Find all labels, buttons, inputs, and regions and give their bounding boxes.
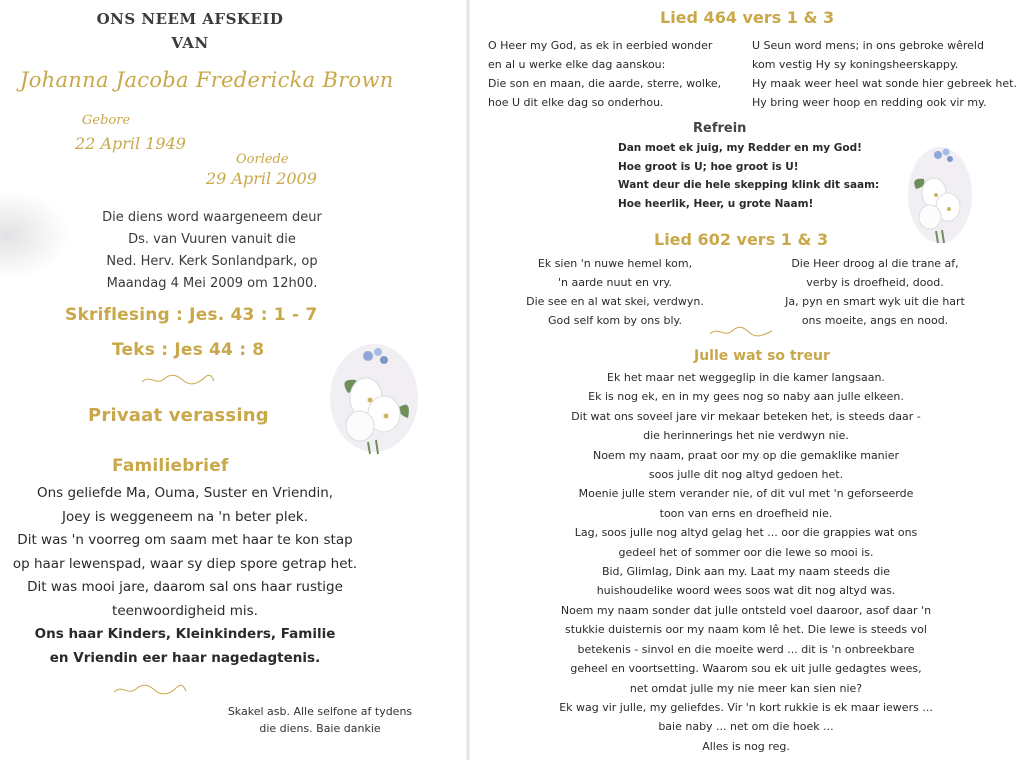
refrein-line: Hoe groot is U; hoe groot is U! bbox=[618, 160, 799, 173]
poem-line: Moenie julle stem verander nie, of dit vul met 'n geforseerde bbox=[578, 487, 914, 501]
white-lily-bouquet-icon bbox=[328, 338, 420, 460]
letter-line: Dit was mooi jare, daarom sal ons haar rustige bbox=[27, 579, 343, 595]
poem-line: Ek het maar net weggeglip in die kamer langsaan. bbox=[607, 371, 885, 384]
lied-464-verse-1 bbox=[488, 36, 748, 112]
poem-line: die herinnerings het nie verdwyn nie. bbox=[643, 429, 849, 443]
deceased-name: Johanna Jacoba Fredericka Brown bbox=[20, 68, 394, 92]
poem-line: Alles is nog reg. bbox=[702, 739, 790, 753]
phone-note bbox=[215, 703, 425, 737]
service-line: Ds. van Vuuren vanuit die bbox=[128, 232, 296, 247]
flourish-icon bbox=[708, 326, 774, 341]
white-lily-bouquet-icon bbox=[906, 143, 974, 249]
lied-602-verse-3 bbox=[780, 254, 970, 330]
verse-line: U Seun word mens; in ons gebroke wêreld bbox=[752, 39, 984, 52]
service-line: Maandag 4 Mei 2009 om 12h00. bbox=[106, 276, 318, 291]
refrein-text bbox=[618, 139, 918, 213]
poem-line: geheel en voortsetting. Waarom sou ek uit julle gedagtes wees, bbox=[570, 662, 922, 676]
verse-line: O Heer my God, as ek in eerbied wonder bbox=[488, 39, 713, 52]
died-date: 29 April 2009 bbox=[206, 169, 317, 188]
poem-line: Ek wag vir julle, my geliefdes. Vir 'n kort rukkie is ek maar iewers ... bbox=[559, 700, 933, 714]
note-line: Skakel asb. Alle selfone af tydens bbox=[227, 705, 413, 718]
born-label: Gebore bbox=[82, 113, 131, 128]
poem-line: betekenis - sinvol en die moeite werd ... dit is 'n onbreekbare bbox=[577, 642, 915, 656]
title-line-1: ONS NEEM AFSKEID bbox=[96, 10, 284, 28]
letter-line: Dit was 'n voorreg om saam met haar te kon stap bbox=[17, 532, 353, 548]
verse-line: verby is droefheid, dood. bbox=[806, 276, 944, 289]
poem-line: soos julle dit nog altyd gedoen het. bbox=[648, 468, 844, 482]
poem-line: net omdat julle my nie meer kan sien nie? bbox=[629, 681, 863, 695]
skriflesing: Skriflesing : Jes. 43 : 1 - 7 bbox=[65, 305, 318, 325]
poem-line: gedeel het of sommer oor die lewe so mooi is. bbox=[618, 545, 874, 559]
note-line: die diens. Baie dankie bbox=[259, 722, 381, 735]
poem-line: Bid, Glimlag, Dink aan my. Laat my naam steeds die bbox=[601, 565, 891, 579]
teks: Teks : Jes 44 : 8 bbox=[112, 340, 265, 360]
poem-line: Noem my naam, praat oor my op die gemaklike manier bbox=[592, 448, 900, 462]
familiebrief-title: Familiebrief bbox=[112, 456, 229, 476]
lied-464-verse-3 bbox=[752, 36, 1024, 112]
privaat-verassing: Privaat verassing bbox=[88, 405, 269, 426]
title-line-2: VAN bbox=[171, 34, 209, 52]
verse-line: God self kom by ons bly. bbox=[548, 314, 682, 327]
right-panel bbox=[468, 0, 1024, 760]
verse-line: Hy bring weer hoop en redding ook vir my. bbox=[752, 96, 987, 109]
verse-line: Die see en al wat skei, verdwyn. bbox=[526, 295, 704, 308]
refrein-title: Refrein bbox=[693, 121, 747, 136]
letter-line: Joey is weggeneem na 'n beter plek. bbox=[61, 508, 309, 525]
verse-line: en al u werke elke dag aanskou: bbox=[488, 58, 666, 71]
poem-line: Ek is nog ek, en in my gees nog so naby aan julle elkeen. bbox=[588, 390, 904, 404]
refrein-line: Dan moet ek juig, my Redder en my God! bbox=[618, 142, 862, 154]
letter-line: Ons geliefde Ma, Ouma, Suster en Vriendin, bbox=[36, 485, 334, 501]
verse-line: Ja, pyn en smart wyk uit die hart bbox=[785, 295, 965, 308]
poem-text bbox=[468, 368, 1024, 756]
family-letter bbox=[0, 482, 370, 670]
verse-line: hoe U dit elke dag so onderhou. bbox=[488, 96, 664, 109]
verse-line: Die son en maan, die aarde, sterre, wolke, bbox=[488, 77, 722, 90]
poem-line: baie naby ... net om die hoek ... bbox=[658, 720, 834, 734]
poem-line: Noem my naam sonder dat julle ontsteld voel daaroor, asof daar 'n bbox=[560, 603, 932, 617]
verse-line: 'n aarde nuut en vry. bbox=[558, 276, 672, 289]
lied-602-verse-1 bbox=[520, 254, 710, 330]
letter-line: teenwoordigheid mis. bbox=[112, 602, 258, 619]
flourish-icon bbox=[140, 374, 216, 389]
poem-line: toon van erns en droefheid nie. bbox=[659, 506, 833, 520]
letter-line-bold: en Vriendin eer haar nagedagtenis. bbox=[49, 649, 321, 666]
poem-line: stukkie duisternis oor my naam kom lê het. Die lewe is steeds vol bbox=[565, 623, 927, 637]
poem-line: Dit wat ons soveel jare vir mekaar beteken het, is steeds daar - bbox=[571, 409, 921, 423]
poem-line: Lag, soos julle nog altyd gelag het ... oor die grappies wat ons bbox=[574, 526, 918, 540]
letter-line-bold: Ons haar Kinders, Kleinkinders, Familie bbox=[34, 626, 336, 642]
letter-line: op haar lewenspad, waar sy diep spore getrap het. bbox=[12, 555, 358, 572]
service-info bbox=[40, 207, 384, 295]
refrein-line: Hoe heerlik, Heer, u grote Naam! bbox=[618, 197, 814, 210]
verse-line: Hy maak weer heel wat sonde hier gebreek het. bbox=[752, 77, 1017, 90]
lied-602-title: Lied 602 vers 1 & 3 bbox=[654, 230, 829, 249]
poem-title: Julle wat so treur bbox=[694, 348, 830, 364]
verse-line: Die Heer droog al die trane af, bbox=[791, 257, 959, 270]
born-date: 22 April 1949 bbox=[75, 134, 186, 153]
verse-line: kom vestig Hy sy koningsheerskappy. bbox=[752, 58, 959, 71]
verse-line: Ek sien 'n nuwe hemel kom, bbox=[537, 257, 693, 270]
flourish-icon bbox=[112, 684, 188, 699]
verse-line: ons moeite, angs en nood. bbox=[801, 314, 949, 327]
service-line: Die diens word waargeneem deur bbox=[102, 210, 322, 225]
lied-464-title: Lied 464 vers 1 & 3 bbox=[660, 8, 835, 27]
died-label: Oorlede bbox=[236, 152, 289, 167]
poem-line: huishoudelike woord wees soos wat dit nog altyd was. bbox=[596, 584, 896, 598]
refrein-line: Want deur die hele skepping klink dit saam: bbox=[618, 179, 880, 191]
left-panel bbox=[0, 0, 468, 760]
service-line: Ned. Herv. Kerk Sonlandpark, op bbox=[106, 254, 318, 269]
